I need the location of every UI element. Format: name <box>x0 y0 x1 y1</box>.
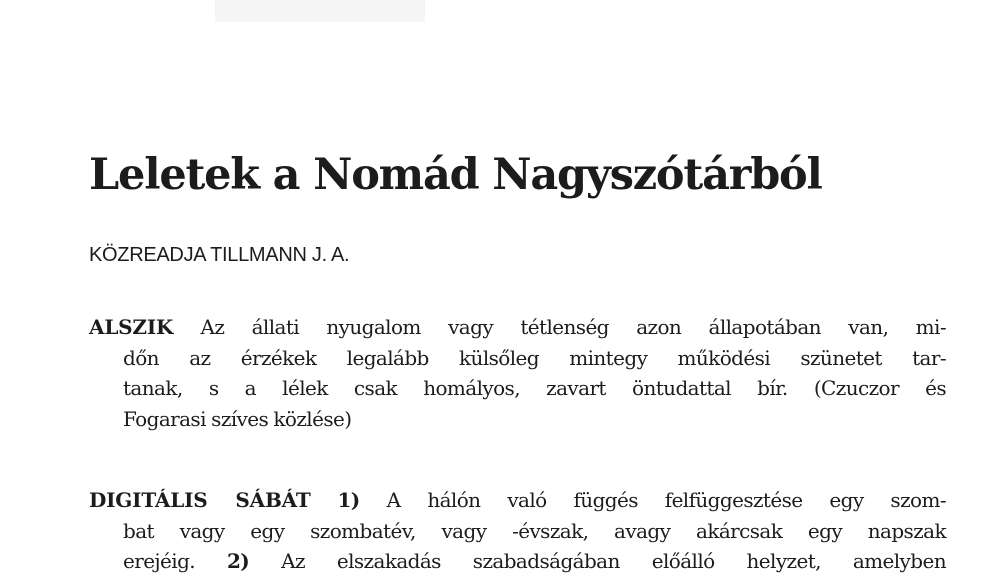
entry-line <box>89 312 946 343</box>
entry-line: dőn az érzékek legalább külsőleg mintegy működési szünetet tar- <box>123 345 946 370</box>
entry-headword: DIGITÁLIS SÁBÁT <box>89 488 311 512</box>
entry-line <box>89 546 946 577</box>
top-tab-fragment <box>215 0 425 22</box>
entry-line: tanak, s a lélek csak homályos, zavart öntudattal bír. (Czuczor és <box>123 376 946 400</box>
entry-text: Az állati nyugalom vagy tétlenség azon állapotában van, mi- <box>200 315 946 339</box>
entry-text: Az elszakadás szabadságában előálló helyzet, amelyben <box>281 549 946 573</box>
entry-headword: ALSZIK <box>89 315 174 339</box>
dictionary-entry-digitalis-sabat <box>89 485 946 577</box>
page-title: Leletek a Nomád Nagyszótárból <box>89 150 822 200</box>
entry-line <box>89 485 946 516</box>
byline: KÖZREADJA TILLMANN J. A. <box>89 244 350 266</box>
sense-number: 2) <box>226 549 250 573</box>
entry-text: erejéig. <box>123 549 196 573</box>
entry-line: bat vagy egy szombatév, vagy -évszak, avagy akárcsak egy napszak <box>123 518 946 543</box>
entry-text: A hálón való függés felfüggesztése egy szom- <box>386 488 946 512</box>
sense-number: 1) <box>337 488 360 512</box>
entry-line: Fogarasi szíves közlése) <box>123 406 352 431</box>
dictionary-entry-alszik <box>89 312 946 434</box>
